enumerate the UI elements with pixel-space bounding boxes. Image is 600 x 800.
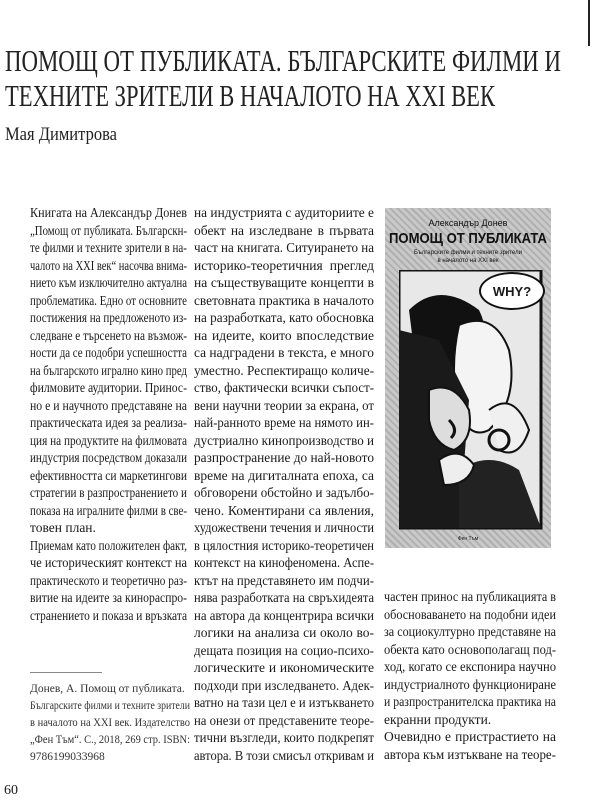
page-edge-line xyxy=(588,0,590,46)
text-line-content: автора към изтъкване на теоре- xyxy=(384,746,556,762)
text-line xyxy=(30,222,187,240)
article-title-line-2: ТЕХНИТЕ ЗРИТЕЛИ В НАЧАЛОТО НА XXI ВЕК xyxy=(5,78,495,113)
text-line-content: на автора да концентрира всички xyxy=(194,607,374,623)
text-line xyxy=(30,449,187,467)
text-line-content: вени научни теории за екрана, от xyxy=(194,397,374,413)
text-line-content: Донев, А. Помощ от публиката. xyxy=(30,683,185,695)
text-line-content: те филми и техните зрители в на- xyxy=(30,240,187,255)
text-line-content: уместно. Респектиращо количе- xyxy=(194,362,374,378)
text-line-content: на индустрията с аудиториите е xyxy=(194,205,374,220)
cover-author: Александър Донев xyxy=(428,218,508,228)
text-line-content: че историческият контекст на xyxy=(30,555,187,570)
article-author: Мая Димитрова xyxy=(5,124,117,145)
text-line-content: подходи при изследването. Адек- xyxy=(194,677,374,693)
text-line-content: практическото и теоретично раз- xyxy=(30,572,187,588)
text-line-content: „Фен Тъм“. С., 2018, 269 стр. ISBN: xyxy=(30,734,190,746)
text-line-content: но е и научното представяне на xyxy=(30,397,187,413)
text-line xyxy=(194,589,374,607)
text-line-content: художествени течения и личности xyxy=(194,520,374,535)
text-line-content: странението и показа и връзката xyxy=(30,607,187,623)
text-line-content: обект на изследване в първата xyxy=(194,222,374,238)
text-line xyxy=(194,257,374,275)
text-line-content: индустриалното функциониране xyxy=(384,676,556,692)
text-line-content: най-ранното време на нямото ин- xyxy=(194,415,374,430)
text-line xyxy=(194,449,374,467)
text-line xyxy=(30,732,190,749)
text-line xyxy=(194,379,374,397)
text-line-content: нява разработката на свръхидеята xyxy=(194,590,374,605)
text-line-content: дещата позиция на социо-психо- xyxy=(194,642,374,658)
text-line xyxy=(30,537,187,555)
text-line xyxy=(194,607,374,625)
text-line xyxy=(30,698,190,715)
text-line xyxy=(384,658,556,676)
text-line-content: обосноваването на подобни идеи xyxy=(384,606,556,622)
text-line xyxy=(30,484,187,502)
text-line xyxy=(194,712,374,730)
text-line xyxy=(384,588,556,606)
text-line xyxy=(30,344,187,362)
text-line xyxy=(30,554,187,572)
text-line-content: обговорени обстойно и задълбо- xyxy=(194,485,374,500)
text-line xyxy=(30,502,187,520)
cover-publisher: Фен Тъм xyxy=(457,536,479,542)
text-line-content: на българското игрално кино пред xyxy=(30,362,187,378)
text-line xyxy=(384,746,556,764)
text-line-content: проблематика. Едно от основните xyxy=(30,292,187,308)
cover-title: ПОМОЩ ОТ ПУБЛИКАТА xyxy=(389,230,547,247)
text-line xyxy=(30,257,187,275)
text-line-content: на съществуващите концепти в xyxy=(194,275,374,290)
text-line-content: в цялостния историко-теоретичен xyxy=(194,537,374,553)
text-line-content: стратегии в разпространението и xyxy=(30,485,187,500)
cover-subtitle-2: в началото на XXI век xyxy=(437,258,499,264)
text-line xyxy=(194,292,374,310)
text-line xyxy=(30,519,187,537)
text-line-content: филмовите аудитории. Принос- xyxy=(30,380,187,395)
text-line xyxy=(384,676,556,694)
text-line xyxy=(194,642,374,660)
text-line-content: и разпространителска практика на xyxy=(384,694,556,709)
text-line-content: автора. В този смисъл откривам и xyxy=(194,747,374,763)
text-line-content: постижения на предложеното из- xyxy=(30,310,187,325)
text-line-content: разпространение до най-новото xyxy=(194,450,374,465)
text-line xyxy=(194,344,374,362)
text-line xyxy=(194,484,374,502)
text-line-content: тични възгледи, които подкрепят xyxy=(194,730,374,745)
footnote-rule xyxy=(30,672,102,673)
text-line xyxy=(194,554,374,572)
text-column-2 xyxy=(194,204,374,764)
text-line xyxy=(194,729,374,747)
text-line xyxy=(194,659,374,677)
text-line-content: ция на продуктите на филмовата xyxy=(30,432,187,448)
text-line-content: контекст на кинофеномена. Аспе- xyxy=(194,555,374,570)
text-line xyxy=(30,309,187,327)
text-line-content: Българските филми и техните зрители xyxy=(30,700,190,712)
text-line xyxy=(30,749,190,766)
text-line-content: на идеите, които впоследствие xyxy=(194,327,374,343)
text-line xyxy=(194,694,374,712)
book-cover-image xyxy=(385,208,551,548)
text-line-content: в началото на XXI век. Издателство xyxy=(30,717,190,729)
text-line xyxy=(194,747,374,765)
text-line xyxy=(30,715,190,732)
page-number: 60 xyxy=(4,783,18,798)
text-line-content: ефективността си маркетингови xyxy=(30,467,187,483)
text-line xyxy=(30,379,187,397)
text-line xyxy=(30,414,187,432)
text-line-content: „Помощ от публиката. Българскн- xyxy=(30,222,187,238)
text-line-content: нието към изключително актуална xyxy=(30,275,187,290)
text-line xyxy=(194,274,374,292)
text-line-content: Очевидно е пристрастието на xyxy=(384,729,556,744)
text-column-1 xyxy=(30,204,187,624)
text-line-content: логическите и икономическите xyxy=(194,660,374,675)
text-line-content: чалото на XXI век“ насочва внима- xyxy=(30,257,187,273)
text-line xyxy=(194,239,374,257)
text-line-content: Приемам като положителен факт, xyxy=(30,537,187,553)
text-line xyxy=(194,572,374,590)
text-line-content: ности да се подобри успешността xyxy=(30,345,187,360)
text-line xyxy=(384,711,556,729)
text-line xyxy=(194,327,374,345)
text-line xyxy=(30,681,190,698)
text-line xyxy=(194,467,374,485)
text-line-content: 9786199033968 xyxy=(30,751,105,763)
article-title-line-1: ПОМОЩ ОТ ПУБЛИКАТА. БЪЛГАРСКИТЕ ФИЛМИ И xyxy=(5,43,561,78)
text-line-content: ство, фактически всички съпост- xyxy=(194,380,374,395)
text-line xyxy=(194,502,374,520)
text-line xyxy=(30,239,187,257)
text-line xyxy=(194,624,374,642)
text-line xyxy=(30,327,187,345)
text-column-3 xyxy=(384,588,556,763)
text-line xyxy=(194,432,374,450)
comic-illustration xyxy=(399,270,549,535)
text-line xyxy=(194,537,374,555)
text-line xyxy=(194,309,374,327)
footnote xyxy=(30,681,190,766)
text-line xyxy=(384,623,556,641)
text-line xyxy=(30,292,187,310)
text-line xyxy=(194,414,374,432)
text-line-content: витие на идеите за кинораспро- xyxy=(30,590,187,605)
text-line xyxy=(30,204,187,222)
text-line xyxy=(384,693,556,711)
text-line-content: екранни продукти. xyxy=(384,711,492,727)
text-line-content: Книгата на Александър Донев xyxy=(30,205,187,220)
text-line-content: индустрия посредством доказали xyxy=(30,450,187,465)
text-line xyxy=(384,728,556,746)
text-line-content: време на дигиталната епоха, са xyxy=(194,467,374,483)
text-line xyxy=(30,432,187,450)
text-line xyxy=(194,519,374,537)
text-line xyxy=(30,397,187,415)
text-line-content: за социокултурно представяне на xyxy=(384,624,556,639)
text-line-content: дустриално кинопроизводство и xyxy=(194,432,374,448)
speech-bubble-text: WHY? xyxy=(492,283,532,299)
text-line-content: чено. Коментирани са явления, xyxy=(194,502,374,518)
text-line xyxy=(30,362,187,380)
speech-bubble xyxy=(479,272,545,310)
text-line xyxy=(384,606,556,624)
text-line-content: товен план. xyxy=(30,520,96,535)
text-line xyxy=(384,641,556,659)
cover-subtitle-1: Българските филми и техните зрители xyxy=(414,250,522,256)
text-line-content: част на книгата. Ситуирането на xyxy=(194,240,374,255)
text-line xyxy=(30,467,187,485)
text-line-content: ватно на тази цел е и изтъкването xyxy=(194,695,374,710)
text-line-content: практическата идея за реализа- xyxy=(30,415,187,430)
text-line xyxy=(194,204,374,222)
text-line-content: световната практика в началото xyxy=(194,292,374,308)
text-line-content: ход, когато се експонира научно xyxy=(384,659,556,674)
text-line-content: частен принос на публикацията в xyxy=(384,589,556,604)
text-line xyxy=(194,222,374,240)
text-line xyxy=(194,362,374,380)
text-line-content: са надградени в текста, е много xyxy=(194,345,374,360)
text-line xyxy=(30,274,187,292)
text-line-content: обекта като основополагащ под- xyxy=(384,641,556,657)
text-line-content: логики на анализа си около во- xyxy=(194,625,374,640)
text-line-content: следване е търсенето на възмож- xyxy=(30,327,187,343)
text-line xyxy=(30,607,187,625)
text-line xyxy=(30,572,187,590)
text-line-content: показа на игралните филми в све- xyxy=(30,502,187,518)
text-line xyxy=(30,589,187,607)
text-line xyxy=(194,677,374,695)
text-line-content: историко-теоретичния преглед xyxy=(194,257,374,273)
text-line xyxy=(194,397,374,415)
text-line-content: на онези от представените теоре- xyxy=(194,712,374,728)
text-line-content: ктът на представянето им подчи- xyxy=(194,572,374,588)
text-line-content: на разработката, като обосновка xyxy=(194,310,374,325)
